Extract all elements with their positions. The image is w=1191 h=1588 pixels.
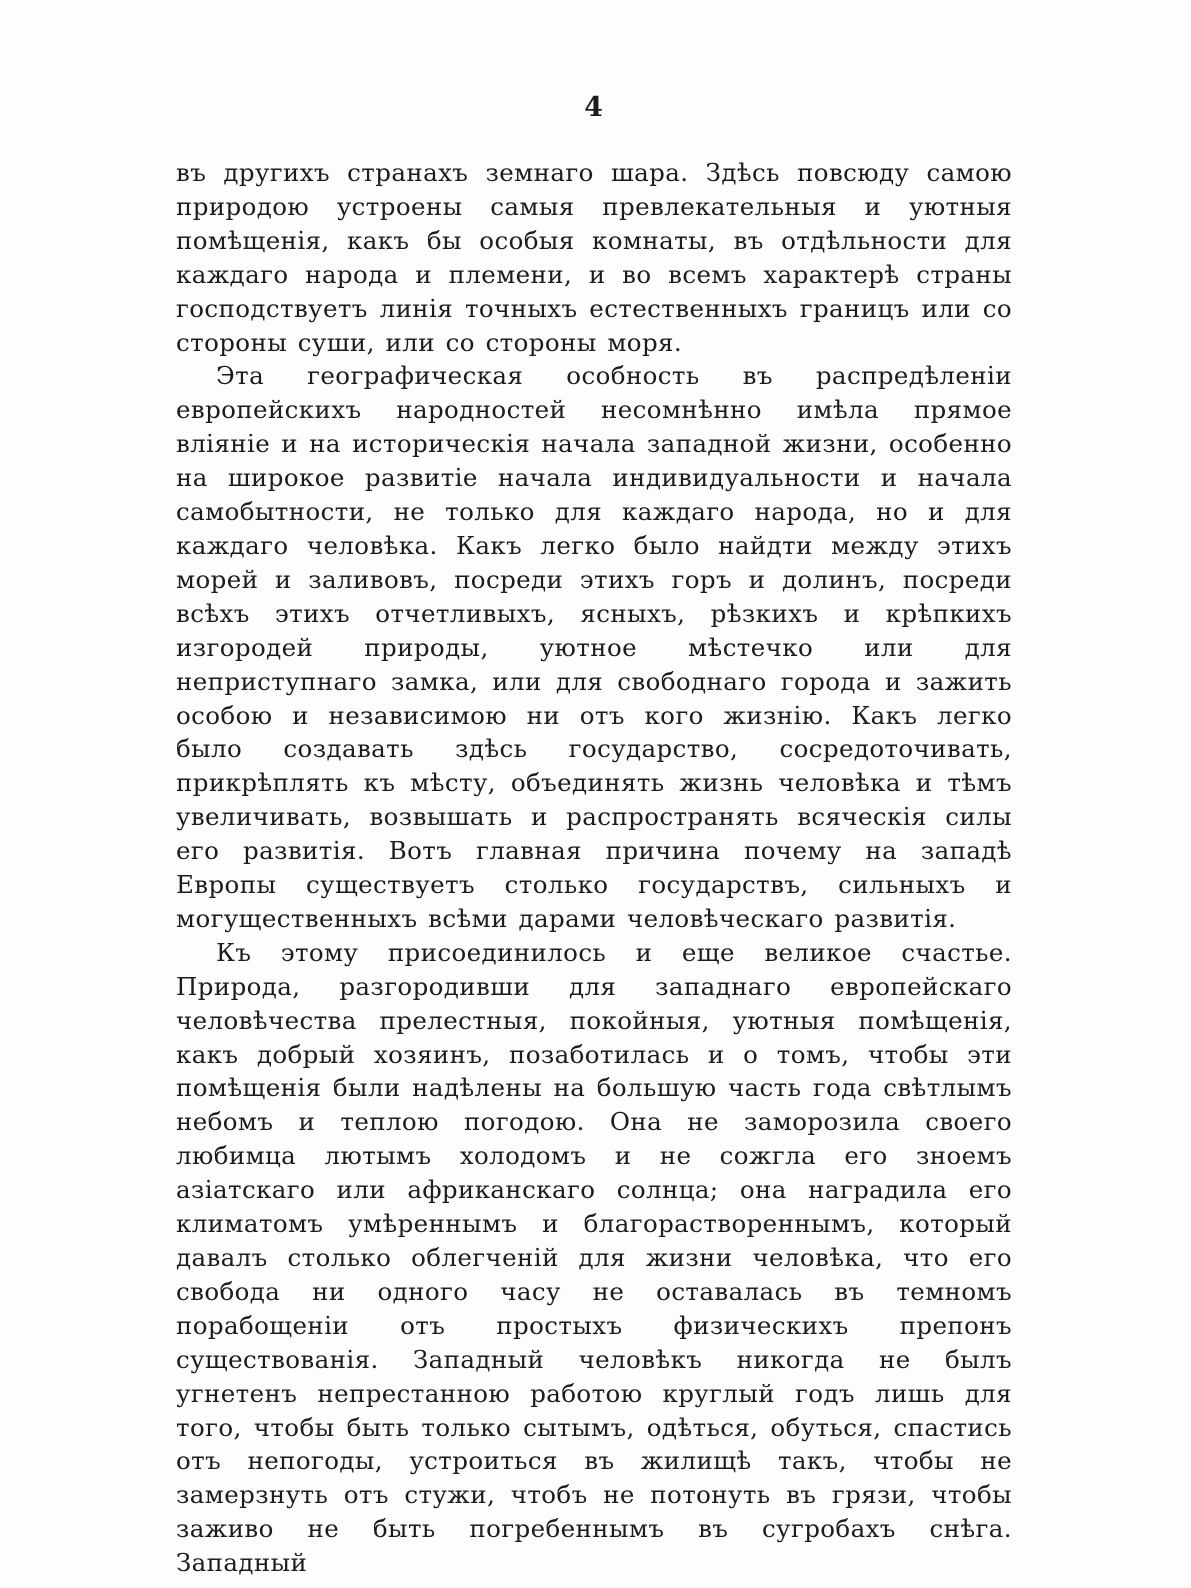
paragraph: Къ этому присоединилось и еще великое счастье. Природа, разгородивши для западнаго европейскаго человѣчества прелестныя, покойныя, уютныя помѣщенія, какъ добрый хозяинъ, позаботилась и о томъ, чтобы эти помѣщенія были надѣлены на большую часть года свѣтлымъ небомъ и теплою погодою. Она не заморозила своего любимца лютымъ холодомъ и не сожгла его зноемъ азіатскаго или африканскаго солнца; она наградила его климатомъ умѣреннымъ и благораствореннымъ, который давалъ столько облегченій для жизни человѣка, что его свобода ни одного часу не оставалась въ темномъ порабощеніи отъ простыхъ физическихъ препонъ существованія. Западный человѣкъ никогда не былъ угнетенъ непрестанною работою круглый годъ лишь для того, чтобы быть только сытымъ, одѣться, обуться, спастись отъ непогоды, устроиться въ жилищѣ такъ, чтобы не замерзнуть отъ стужи, чтобъ не потонуть въ грязи, чтобы заживо не быть погребеннымъ въ сугробахъ снѣга. Западный [176, 937, 1012, 1578]
paragraph-continuation: въ другихъ странахъ земнаго шара. Здѣсь повсюду самою природою устроены самыя превлекательныя и уютныя помѣщенія, какъ бы особыя комнаты, въ отдѣльности для каждаго народа и племени, и во всемъ характерѣ страны господствуетъ линія точныхъ естественныхъ границъ или со стороны суши, или со стороны моря. [176, 158, 1012, 357]
page-text-block [176, 156, 1012, 1580]
page-number: 4 [584, 92, 604, 123]
paragraph: Эта географическая особность въ распредѣленіи европейскихъ народностей несомнѣнно имѣла прямое вліяніе и на историческія начала западной жизни, особенно на широкое развитіе начала индивидуальности и начала самобытности, не только для каждаго народа, но и для каждаго человѣка. Какъ легко было найдти между этихъ морей и заливовъ, посреди этихъ горъ и долинъ, посреди всѣхъ этихъ отчетливыхъ, ясныхъ, рѣзкихъ и крѣпкихъ изгородей природы, уютное мѣстечко или для неприступнаго замка, или для свободнаго города и зажить особою и независимою ни отъ кого жизнію. Какъ легко было создавать здѣсь государство, сосредоточивать, прикрѣплять къ мѣсту, объединять жизнь человѣка и тѣмъ увеличивать, возвышать и распространять всяческія силы его развитія. Вотъ главная причина почему на западѣ Европы существуетъ столько государствъ, сильныхъ и могущественныхъ всѣми дарами человѣческаго развитія. [176, 361, 1012, 933]
